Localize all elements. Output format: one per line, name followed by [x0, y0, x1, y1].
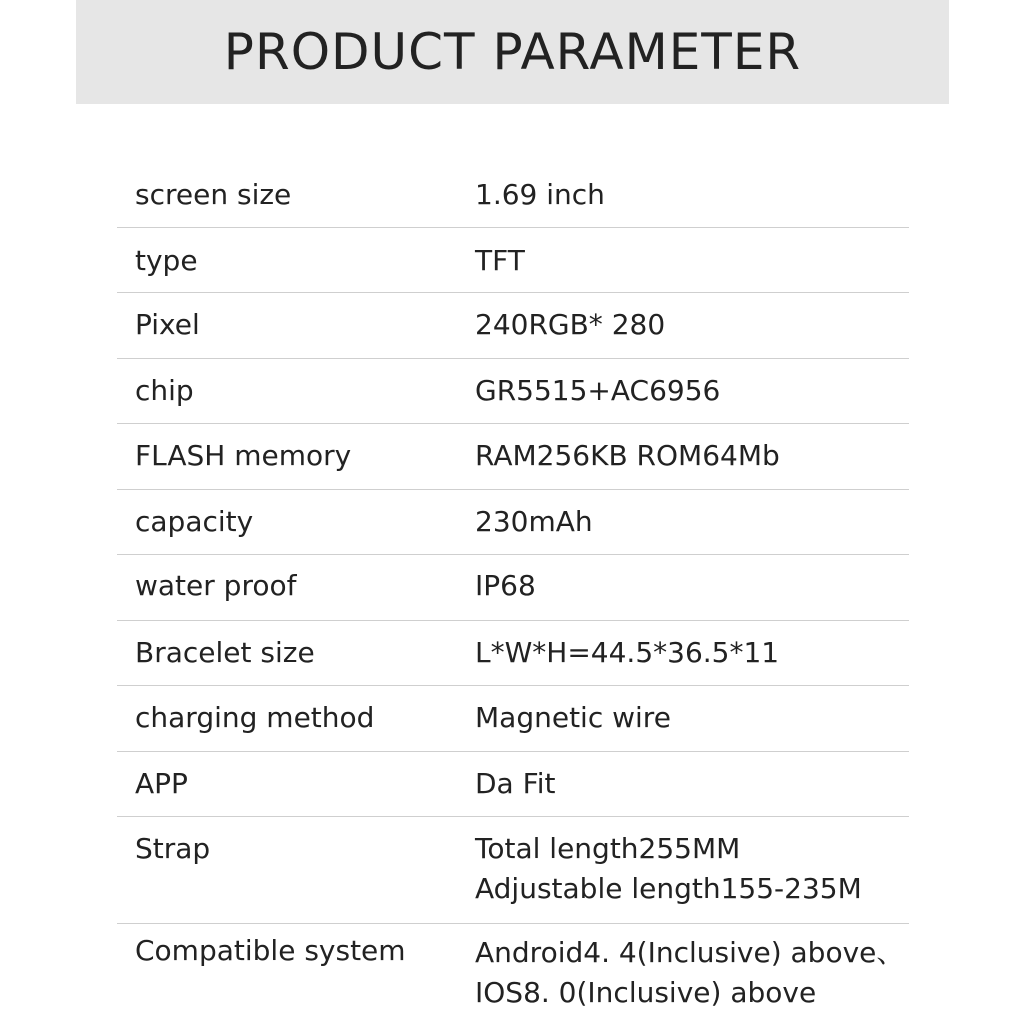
parameter-value-line: IOS8. 0(Inclusive) above — [475, 976, 817, 1009]
parameter-label: Pixel — [135, 308, 200, 341]
parameter-value-line: 240RGB* 280 — [475, 308, 666, 341]
table-row — [117, 490, 909, 555]
parameter-value — [475, 764, 555, 804]
parameter-label: screen size — [135, 178, 292, 211]
parameter-value — [475, 698, 671, 738]
page-title: PRODUCT PARAMETER — [223, 23, 802, 81]
parameter-value-line: GR5515+AC6956 — [475, 374, 721, 407]
table-row — [117, 924, 909, 1020]
parameter-value-line: TFT — [475, 244, 525, 277]
table-row — [117, 621, 909, 686]
table-row — [117, 228, 909, 293]
parameter-value — [475, 566, 536, 606]
parameter-label: APP — [135, 767, 188, 800]
parameter-table — [117, 162, 909, 1020]
parameter-label: chip — [135, 374, 194, 407]
parameter-value — [475, 933, 904, 1013]
table-row — [117, 162, 909, 228]
parameter-label: charging method — [135, 701, 375, 734]
parameter-value-line: Android4. 4(Inclusive) above、 — [475, 936, 905, 969]
table-row — [117, 752, 909, 817]
parameter-value-line: IP68 — [475, 569, 536, 602]
parameter-value — [475, 502, 593, 542]
parameter-label: capacity — [135, 505, 254, 538]
parameter-value — [475, 241, 525, 281]
table-row — [117, 293, 909, 359]
parameter-value — [475, 633, 779, 673]
parameter-value — [475, 305, 665, 345]
parameter-value — [475, 436, 780, 476]
table-row — [117, 359, 909, 424]
table-row — [117, 424, 909, 490]
parameter-label: Strap — [135, 832, 211, 865]
parameter-value — [475, 371, 720, 411]
table-row — [117, 555, 909, 621]
table-row — [117, 817, 909, 924]
parameter-value-line: 1.69 inch — [475, 178, 605, 211]
parameter-label: Compatible system — [135, 934, 406, 967]
parameter-value-line: Adjustable length155-235M — [475, 872, 862, 905]
parameter-value-line: Magnetic wire — [475, 701, 671, 734]
parameter-label: Bracelet size — [135, 636, 315, 669]
parameter-value-line: Da Fit — [475, 767, 556, 800]
table-row — [117, 686, 909, 752]
parameter-value-line: Total length255MM — [475, 832, 741, 865]
parameter-value-line: L*W*H=44.5*36.5*11 — [475, 636, 780, 669]
parameter-value-line: 230mAh — [475, 505, 593, 538]
parameter-label: type — [135, 244, 198, 277]
parameter-label: water proof — [135, 569, 297, 602]
parameter-label: FLASH memory — [135, 439, 352, 472]
parameter-value — [475, 175, 605, 215]
header-banner — [76, 0, 949, 104]
parameter-value-line: RAM256KB ROM64Mb — [475, 439, 780, 472]
parameter-value — [475, 829, 862, 909]
